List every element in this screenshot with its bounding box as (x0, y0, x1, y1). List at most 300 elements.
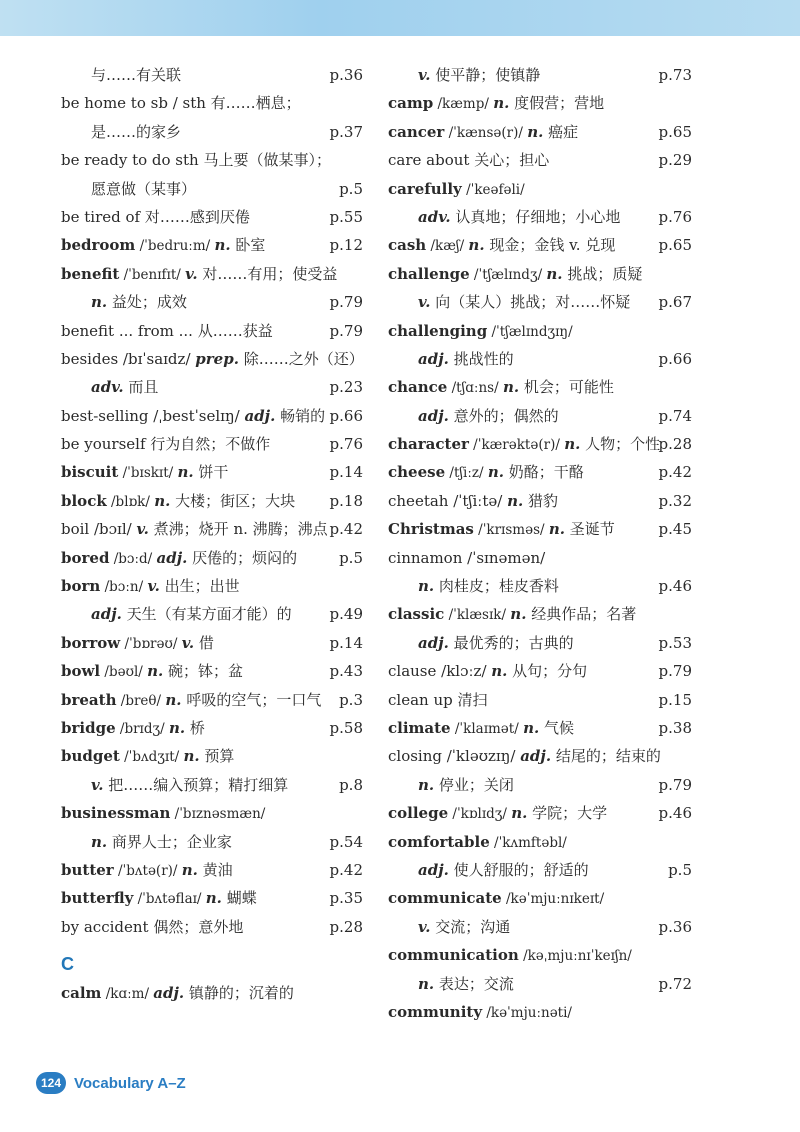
vocab-entry (388, 714, 692, 742)
entry-text (388, 430, 660, 459)
page-ref: p.5 (339, 548, 363, 567)
page-ref: p.45 (658, 520, 692, 539)
definition: 煮沸；烧开 n. 沸腾；沸点 (148, 520, 328, 539)
definition: 畅销的 (275, 406, 326, 425)
definition: 蝴蝶 (221, 889, 257, 908)
definition: 把……编入预算；精打细算 (103, 775, 289, 794)
part-of-speech: adj. (418, 349, 449, 368)
part-of-speech: n. (487, 463, 505, 482)
entry-text (61, 657, 243, 686)
definition: 癌症 (543, 122, 579, 141)
vocab-entry (61, 884, 363, 912)
vocab-entry (61, 856, 363, 884)
vocab-entry (388, 458, 692, 486)
vocab-entry (61, 771, 363, 799)
part-of-speech: prep. (195, 349, 239, 368)
phonetic: /bɔːn/ (100, 579, 148, 596)
entry-text (388, 487, 558, 515)
definition: 意外的；偶然的 (448, 406, 559, 425)
definition: 表达；交流 (434, 974, 514, 993)
phonetic: /bəʊl/ (100, 664, 148, 681)
headword: born (61, 577, 101, 596)
vocab-entry (61, 600, 363, 628)
part-of-speech: n. (493, 94, 510, 113)
part-of-speech: n. (468, 236, 485, 255)
part-of-speech: n. (91, 832, 108, 851)
entry-text (61, 61, 181, 89)
entry-text (61, 146, 331, 174)
vocab-entry (388, 373, 692, 401)
vocab-entry (61, 89, 363, 117)
part-of-speech: v. (147, 577, 160, 596)
definition: 呼吸的空气；一口气 (181, 690, 322, 709)
entry-text (61, 373, 158, 401)
entry-text (61, 572, 240, 601)
page-ref: p.74 (658, 406, 692, 425)
entry-text (61, 402, 325, 430)
page-ref: p.23 (329, 378, 363, 397)
phonetic: /ˈklæsɪk/ (444, 607, 511, 624)
definition: by accident 偶然；意外地 (61, 917, 244, 936)
definition: 愿意做（某事） (91, 179, 197, 198)
page-ref: p.73 (658, 66, 692, 84)
page-ref: p.54 (329, 832, 363, 851)
vocab-entry (388, 515, 692, 543)
vocab-entry (61, 544, 363, 572)
phonetic: /ˈbʌdʒɪt/ (119, 749, 184, 766)
page-ref: p.66 (658, 349, 692, 368)
headword: Christmas (388, 520, 474, 539)
part-of-speech: n. (510, 605, 527, 624)
vocab-entry (61, 61, 363, 89)
part-of-speech: adj. (153, 984, 185, 1003)
definition: 肉桂皮；桂皮香料 (434, 577, 559, 596)
vocab-entry (61, 118, 363, 146)
vocab-entry (61, 572, 363, 600)
vocab-entry (61, 458, 363, 486)
part-of-speech: adj. (244, 406, 276, 425)
entry-text (388, 941, 632, 970)
part-of-speech: n. (548, 520, 565, 539)
page-ref: p.5 (339, 179, 363, 198)
headword: block (61, 491, 107, 510)
definition: 停业；关闭 (434, 775, 514, 794)
vocab-entry (61, 231, 363, 259)
entry-text (61, 118, 181, 146)
entry-text (388, 771, 514, 799)
vocab-entry (388, 203, 692, 231)
vocab-entry (61, 913, 363, 941)
entry-text (388, 998, 572, 1027)
definition: 益处；成效 (107, 293, 187, 312)
headword: bored (61, 548, 110, 567)
page-ref: p.18 (329, 491, 363, 510)
vocab-entry (61, 203, 363, 231)
definition: clean up 清扫 (388, 690, 488, 709)
entry-text (61, 288, 187, 316)
vocab-entry (388, 828, 692, 856)
headword: breath (61, 690, 117, 709)
vocab-entry (61, 288, 363, 316)
vocab-entry (388, 89, 692, 117)
part-of-speech: n. (168, 718, 186, 737)
vocab-entry (388, 913, 692, 941)
definition: 对……有用；使受益 (197, 264, 338, 283)
headword: biscuit (61, 463, 119, 482)
part-of-speech: n. (147, 662, 164, 681)
entry-text (388, 742, 661, 770)
page-ref: p.79 (329, 293, 363, 312)
entry-word: closing /ˈkləʊzɪŋ/ (388, 747, 521, 766)
definition: 碗；钵；盆 (163, 662, 244, 681)
page-ref: p.42 (329, 860, 363, 879)
vocab-entry (61, 402, 363, 430)
entry-text (388, 714, 574, 743)
entry-text (61, 742, 234, 771)
definition: 从句；分句 (507, 662, 588, 681)
entry-text (61, 771, 288, 799)
page-ref: p.43 (329, 662, 363, 681)
headword: bedroom (61, 236, 136, 255)
entry-text (388, 89, 604, 118)
page-ref: p.67 (658, 293, 692, 312)
phonetic: /ˈkʌmftəbl/ (489, 834, 567, 851)
part-of-speech: adj. (156, 548, 188, 567)
page-ref: p.12 (329, 236, 363, 255)
vocab-entry (61, 828, 363, 856)
entry-text (61, 884, 257, 913)
vocab-entry (388, 345, 692, 373)
phonetic: /kəˈmjuːnɪkeɪt/ (501, 891, 605, 908)
entry-text (61, 714, 205, 743)
entry-text (61, 544, 297, 573)
definition: 结尾的；结束的 (551, 747, 661, 766)
page-ref: p.79 (658, 662, 692, 681)
definition: 挑战性的 (448, 349, 514, 368)
definition: 而且 (123, 378, 159, 397)
phonetic: /kəˈmjuːnəti/ (482, 1004, 572, 1021)
vocab-entry (61, 373, 363, 401)
page-ref: p.36 (658, 917, 692, 936)
headword: climate (388, 718, 451, 737)
definition: be ready to do sth 马上要（做某事）； (61, 151, 331, 170)
page-ref: p.37 (329, 122, 363, 141)
phonetic: /bɔːd/ (109, 550, 157, 567)
definition: 使平静；使镇静 (430, 66, 541, 84)
phonetic: /tʃiːz/ (445, 465, 488, 482)
phonetic: /ˈkeəfəli/ (461, 181, 525, 198)
part-of-speech: n. (491, 662, 508, 681)
definition: 度假营；营地 (509, 94, 605, 113)
vocab-entry (388, 970, 692, 998)
page-ref: p.14 (329, 463, 363, 482)
definition: 挑战；质疑 (562, 264, 643, 283)
headword: bowl (61, 662, 101, 681)
vocab-entry (388, 799, 692, 827)
definition: 厌倦的；烦闷的 (187, 548, 298, 567)
vocab-entry (388, 175, 692, 203)
part-of-speech: adj. (418, 406, 449, 425)
part-of-speech: n. (418, 577, 435, 596)
entry-text (388, 345, 514, 373)
entry-text (388, 515, 615, 544)
page-ref: p.65 (658, 122, 692, 141)
part-of-speech: n. (523, 718, 540, 737)
page-ref: p.72 (658, 974, 692, 993)
vocab-entry (388, 572, 692, 600)
entry-text (388, 799, 607, 828)
headword: butter (61, 860, 114, 879)
definition: 卧室 (230, 236, 266, 255)
entry-text (388, 373, 614, 402)
vocab-entry (388, 884, 692, 912)
definition: 最优秀的；古典的 (448, 633, 574, 652)
headword: butterfly (61, 889, 134, 908)
phonetic: /breθ/ (116, 692, 166, 709)
definition: 大楼；街区；大块 (170, 491, 296, 510)
part-of-speech: n. (507, 491, 524, 510)
part-of-speech: v. (181, 633, 195, 652)
entry-text (61, 913, 243, 941)
page-ref: p.49 (329, 605, 363, 624)
entry-text (388, 317, 573, 346)
phonetic: /ˈbɪznəsmæn/ (170, 806, 266, 823)
definition: 与……有关联 (91, 66, 182, 84)
entry-text (388, 828, 567, 857)
page-ref: p.35 (329, 889, 363, 908)
definition: 气候 (539, 718, 574, 737)
entry-word: clause /klɔːz/ (388, 662, 492, 681)
vocab-entry (61, 686, 363, 714)
vocab-entry (61, 175, 363, 203)
vocab-column-left (61, 61, 363, 1008)
entry-text (61, 979, 294, 1008)
entry-word: best-selling /ˌbestˈselɪŋ/ (61, 406, 245, 425)
page-ref: p.79 (329, 321, 363, 340)
entry-text (388, 913, 510, 941)
entry-text (61, 458, 228, 487)
page-ref: p.28 (658, 435, 692, 454)
definition: 人物；个性 (580, 435, 661, 454)
definition: 圣诞节 (565, 520, 615, 539)
part-of-speech: n. (181, 860, 198, 879)
page-ref: p.55 (329, 207, 363, 226)
definition: 交流；沟通 (430, 917, 511, 936)
page-ref: p.53 (658, 633, 692, 652)
part-of-speech: v. (136, 520, 149, 539)
header-band (0, 0, 800, 36)
vocab-entry (61, 799, 363, 827)
page-ref: p.32 (658, 491, 692, 510)
definition: 猎豹 (523, 491, 558, 510)
part-of-speech: n. (418, 974, 435, 993)
vocab-entry (388, 61, 692, 89)
vocab-entry (61, 714, 363, 742)
vocab-entry (388, 657, 692, 685)
headword: camp (388, 94, 434, 113)
phonetic: /kæmp/ (433, 96, 494, 113)
vocab-entry (61, 979, 363, 1007)
vocab-entry (388, 742, 692, 770)
headword: cancer (388, 122, 445, 141)
phonetic: /ˈtʃælɪndʒ/ (469, 266, 547, 283)
entry-text (388, 544, 545, 572)
definition: 是……的家乡 (91, 122, 182, 141)
headword: challenge (388, 264, 470, 283)
definition: be yourself 行为自然；不做作 (61, 435, 271, 454)
phonetic: /ˈbenɪfɪt/ (119, 266, 186, 283)
page-ref: p.3 (339, 690, 363, 709)
vocab-column-right (388, 61, 692, 1026)
phonetic: /ˈkærəktə(r)/ (468, 437, 565, 454)
page-footer (36, 1070, 186, 1096)
definition: 黄油 (197, 860, 233, 879)
page-ref: p.8 (339, 775, 363, 794)
vocab-entry (61, 345, 363, 373)
entry-text (388, 402, 559, 430)
page-number-badge: 124 (36, 1072, 66, 1094)
part-of-speech: n. (546, 264, 563, 283)
vocab-entry (388, 231, 692, 259)
phonetic: /ˈbɪskɪt/ (118, 465, 178, 482)
page-ref: p.38 (658, 718, 692, 737)
vocab-entry (388, 544, 692, 572)
entry-text (388, 884, 604, 913)
vocab-entry (388, 146, 692, 174)
entry-text (61, 515, 328, 543)
part-of-speech: n. (418, 775, 435, 794)
phonetic: /ˈtʃælɪndʒɪŋ/ (487, 323, 573, 340)
phonetic: /ˈbʌtə(r)/ (113, 862, 182, 879)
part-of-speech: n. (183, 747, 200, 766)
entry-text (61, 629, 214, 658)
phonetic: /blɒk/ (106, 493, 155, 510)
entry-text (388, 458, 584, 487)
entry-text (61, 345, 364, 373)
vocab-entry (61, 515, 363, 543)
entry-text (388, 629, 574, 657)
definition: 现金；金钱 v. 兑现 (484, 236, 616, 255)
part-of-speech: adv. (418, 207, 451, 226)
entry-text (61, 317, 273, 345)
phonetic: /ˈklaɪmət/ (450, 720, 524, 737)
entry-text (388, 146, 549, 174)
definition: 学院；大学 (527, 804, 608, 823)
definition: cinnamon /ˈsɪnəmən/ (388, 548, 546, 567)
definition: 机会；可能性 (519, 378, 614, 397)
definition: benefit ... from ... 从……获益 (61, 321, 273, 340)
entry-text (61, 260, 337, 289)
entry-text (61, 856, 233, 885)
entry-text (388, 203, 620, 231)
part-of-speech: n. (205, 889, 222, 908)
headword: comfortable (388, 832, 490, 851)
definition: 桥 (185, 718, 205, 737)
entry-text (388, 600, 636, 629)
headword: cash (388, 236, 427, 255)
definition: 饼干 (193, 463, 229, 482)
definition: care about 关心；担心 (388, 151, 550, 170)
vocab-entry (61, 742, 363, 770)
definition: 使人舒服的；舒适的 (448, 860, 589, 879)
entry-text (388, 572, 559, 600)
entry-text (61, 430, 270, 458)
entry-word: cheetah /ˈtʃiːtə/ (388, 491, 508, 510)
phonetic: /kɑːm/ (101, 986, 154, 1003)
entry-text (61, 828, 232, 856)
headword: community (388, 1002, 483, 1021)
vocab-entry (61, 629, 363, 657)
section-letter: C (61, 954, 74, 975)
vocab-entry (61, 657, 363, 685)
definition: 向（某人）挑战；对……怀疑 (430, 293, 631, 312)
entry-text (61, 203, 250, 231)
phonetic: /ˈkænsə(r)/ (444, 124, 528, 141)
vocab-entry (388, 487, 692, 515)
page-ref: p.42 (658, 463, 692, 482)
phonetic: /brɪdʒ/ (115, 720, 169, 737)
page-ref: p.66 (329, 406, 363, 425)
entry-text (388, 856, 589, 884)
entry-word: boil /bɔɪl/ (61, 520, 137, 539)
definition: be tired of 对……感到厌倦 (61, 207, 250, 226)
part-of-speech: adj. (91, 605, 122, 624)
part-of-speech: n. (502, 378, 520, 397)
headword: challenging (388, 321, 488, 340)
definition: 认真地；仔细地；小心地 (450, 207, 621, 226)
part-of-speech: v. (185, 264, 198, 283)
vocab-entry (61, 487, 363, 515)
headword: college (388, 804, 449, 823)
headword: borrow (61, 633, 121, 652)
phonetic: /ˈbʌtəflaɪ/ (133, 891, 206, 908)
part-of-speech: n. (214, 236, 231, 255)
entry-text (61, 89, 301, 117)
headword: businessman (61, 804, 171, 823)
page-ref: p.28 (329, 917, 363, 936)
headword: benefit (61, 264, 120, 283)
headword: bridge (61, 718, 116, 737)
vocab-entry (388, 600, 692, 628)
phonetic: /kəˌmjuːnɪˈkeɪʃn/ (518, 948, 632, 965)
vocab-entry (388, 629, 692, 657)
part-of-speech: adv. (91, 378, 124, 397)
headword: chance (388, 378, 448, 397)
page-ref: p.14 (329, 633, 363, 652)
page-ref: p.36 (329, 66, 363, 84)
page-ref: p.65 (658, 236, 692, 255)
entry-text (388, 260, 642, 289)
entry-text (61, 231, 265, 260)
part-of-speech: v. (91, 775, 104, 794)
vocab-entry (61, 317, 363, 345)
part-of-speech: v. (418, 917, 431, 936)
footer-title: Vocabulary A–Z (74, 1074, 186, 1092)
entry-word: besides /bɪˈsaɪdz/ (61, 349, 196, 368)
page-ref: p.46 (658, 577, 692, 596)
page-ref: p.15 (658, 690, 692, 709)
entry-text (388, 61, 540, 89)
entry-text (388, 970, 514, 998)
phonetic: /ˈkɒlɪdʒ/ (448, 806, 512, 823)
part-of-speech: adj. (418, 633, 449, 652)
entry-text (388, 288, 630, 316)
headword: communication (388, 946, 519, 965)
vocab-entry (388, 402, 692, 430)
page-ref: p.46 (658, 804, 692, 823)
definition: 奶酪；干酪 (504, 463, 584, 482)
headword: carefully (388, 179, 462, 198)
